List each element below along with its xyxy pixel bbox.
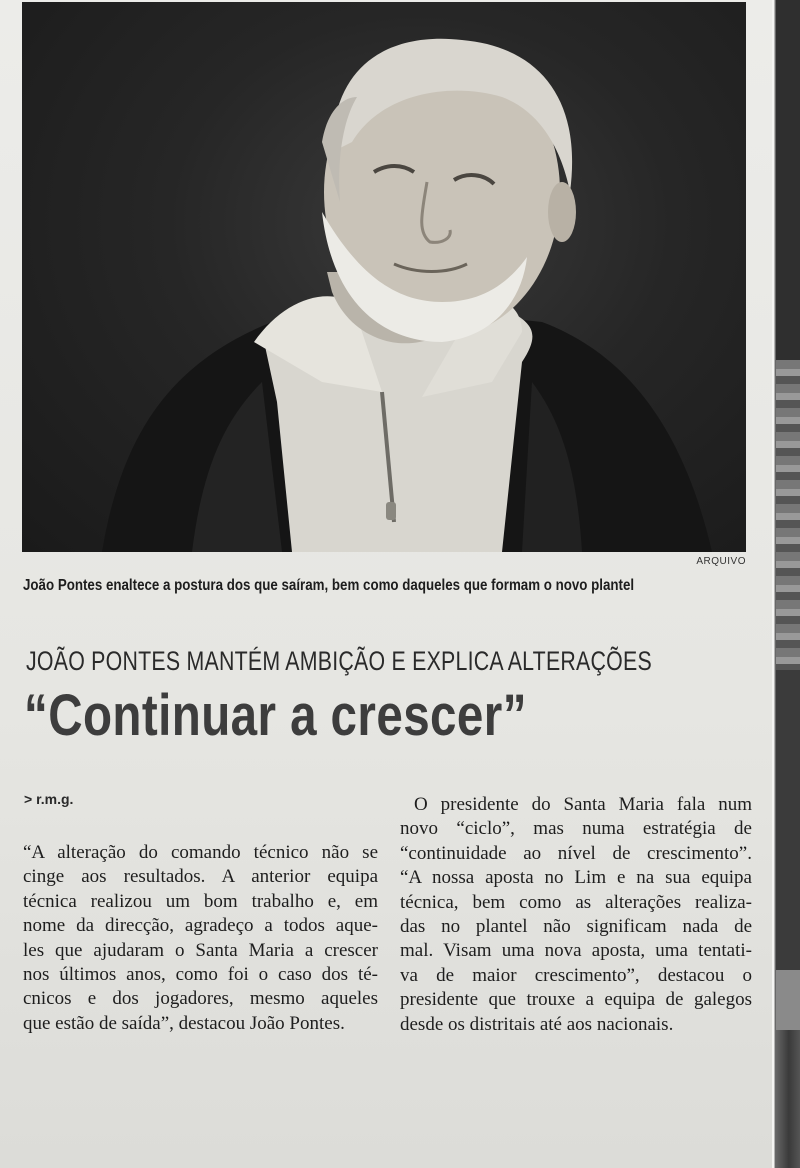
text-line: cinge aos resultados. A anterior equipa <box>23 866 378 888</box>
article-headline: “Continuar a crescer” <box>24 683 527 748</box>
edge-band <box>776 670 800 970</box>
text-line: “A alteração do comando técnico não se <box>23 842 378 863</box>
article-column-left <box>23 841 378 1036</box>
article-column-right <box>400 793 752 1037</box>
article-byline: > r.m.g. <box>24 791 74 807</box>
text-line: cnicos e dos jogadores, mesmo aqueles <box>23 988 378 1010</box>
photo-caption: João Pontes enaltece a postura dos que saíram, bem como daqueles que formam o novo plantel <box>23 577 635 594</box>
text-line: novo “ciclo”, mas numa estratégia de <box>400 818 752 840</box>
portrait-illustration <box>22 2 746 552</box>
edge-band <box>776 0 800 360</box>
edge-band <box>776 970 800 1030</box>
text-line: “A nossa aposta no Lim e na sua equipa <box>400 867 752 889</box>
text-line: técnica, bem como as alterações realiza- <box>400 891 752 913</box>
text-line: les que ajudaram o Santa Maria a crescer <box>23 939 378 961</box>
text-line: técnica realizou um bom trabalho e, em <box>23 890 378 912</box>
text-line: va de maior crescimento”, destacou o <box>400 964 752 986</box>
edge-band <box>776 360 800 670</box>
text-line: mal. Visam uma nova aposta, uma tentati- <box>400 940 752 962</box>
portrait-photo <box>22 2 746 552</box>
text-line: das no plantel não significam nada de <box>400 916 752 938</box>
text-line: O presidente do Santa Maria fala num <box>414 794 752 815</box>
text-line: desde os distritais até aos nacionais. <box>400 1013 674 1035</box>
text-line: nos últimos anos, como foi o caso dos té- <box>23 964 378 986</box>
text-line: que estão de saída”, destacou João Pontes. <box>23 1012 345 1034</box>
article-kicker: JOÃO PONTES MANTÉM AMBIÇÃO E EXPLICA ALTERAÇÕES <box>26 646 652 676</box>
text-line: nome da direcção, agradeço a todos aque- <box>23 915 378 937</box>
text-line: “continuidade ao nível de crescimento”. <box>400 842 752 864</box>
adjacent-page-edge <box>772 0 800 1168</box>
photo-credit: ARQUIVO <box>696 556 746 567</box>
text-line: presidente que trouxe a equipa de galegos <box>400 989 752 1011</box>
